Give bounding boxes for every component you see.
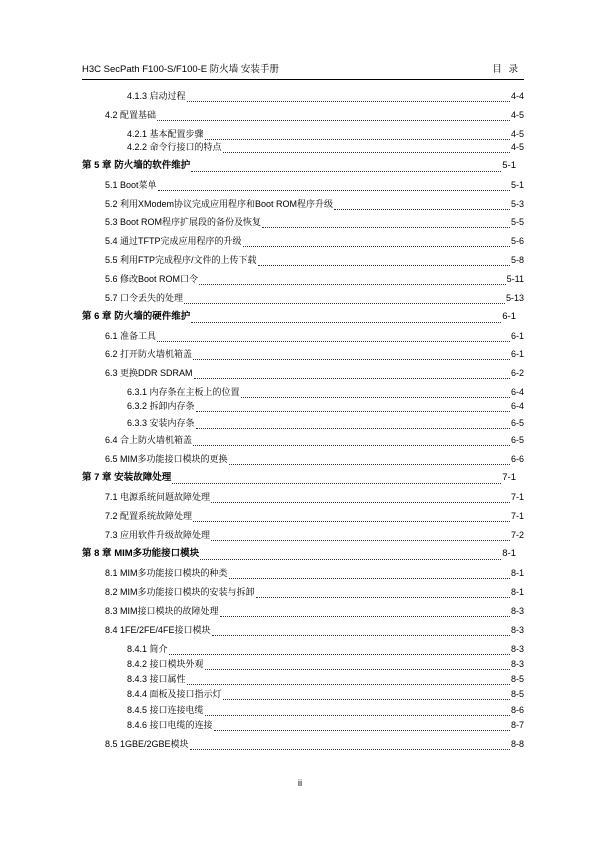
toc-entry-page: 4-5 [510,142,524,152]
dot-leader [157,110,510,121]
toc-entry-text: 接口模块外观 [149,659,204,669]
dot-leader [200,549,501,560]
toc-entry-page: 4-5 [510,110,524,120]
toc-entry[interactable] [105,605,524,617]
toc-entry-page: 5-3 [510,199,524,209]
toc-entry-page: 5-13 [505,293,524,303]
toc-entry[interactable] [105,348,524,360]
dot-leader [205,659,510,670]
toc-chapter-entry[interactable] [82,160,516,172]
toc-entry[interactable] [105,367,524,379]
toc-entry-number: 8.4.5 [127,705,148,715]
toc-entry-label [105,254,257,266]
document-title: H3C SecPath F100-S/F100-E 防火墙 安装手册 [82,64,279,75]
toc-entry[interactable] [127,719,524,731]
toc-entry-label [127,673,186,685]
dot-leader [196,401,510,412]
toc-entry-label [105,738,189,750]
section-title: 目 录 [492,64,520,75]
dot-leader [220,606,510,617]
toc-entry-text: Boot菜单 [120,180,157,190]
toc-entry-page: 6-4 [510,401,524,411]
toc-entry[interactable] [105,738,524,750]
toc-entry[interactable] [105,586,524,598]
toc-entry-number: 5.7 [105,293,118,303]
toc-entry[interactable] [105,216,524,228]
toc-entry-number: 8.4.3 [127,674,148,684]
toc-entry-number: 7.3 [105,530,118,540]
toc-entry[interactable] [127,128,524,140]
toc-entry[interactable] [105,491,524,503]
dot-leader [191,161,501,172]
toc-entry[interactable] [127,643,524,655]
toc-entry-number: 6.4 [105,435,118,445]
toc-entry-page: 7-2 [510,530,524,540]
toc-entry-text: 启动过程 [149,91,186,101]
dot-leader [211,492,510,503]
toc-entry-label [105,348,192,360]
toc-entry-text: MIM接口模块的故障处理 [120,606,219,616]
toc-entry-text: 打开防火墙机箱盖 [120,349,193,359]
dot-leader [187,674,510,685]
toc-entry-number: 6.1 [105,331,118,341]
toc-entry-number: 6.3.1 [127,387,148,397]
toc-entry-number: 8.4 [105,625,118,635]
page-number: ii [297,778,303,789]
toc-chapter-entry[interactable] [82,548,516,560]
toc-entry-label [105,567,228,579]
toc-entry[interactable] [105,453,524,465]
toc-entry-number: 4.2.1 [127,129,148,139]
toc-entry-text: 防火墙的软件维护 [114,160,191,171]
toc-entry-page: 8-1 [510,587,524,597]
toc-entry-label [127,417,195,429]
toc-entry-label [105,586,255,598]
toc-entry-number: 第 6 章 [82,311,112,322]
toc-entry[interactable] [105,235,524,247]
toc-entry-label [127,128,204,140]
toc-entry-number: 8.1 [105,568,118,578]
toc-entry-text: 利用FTP完成程序/文件的上传下载 [120,255,257,265]
toc-entry-number: 5.6 [105,274,118,284]
toc-entry-number: 8.2 [105,587,118,597]
dot-leader [243,236,510,247]
toc-entry-label [127,658,204,670]
dot-leader [196,418,510,429]
toc-entry-label [105,235,242,247]
toc-entry[interactable] [105,567,524,579]
toc-entry-page: 6-6 [510,454,524,464]
toc-entry-label [105,179,157,191]
toc-entry-text: 准备工具 [120,331,157,341]
dot-leader [187,91,510,102]
toc-entry-label [127,386,240,398]
toc-entry-number: 7.1 [105,492,118,502]
toc-entry-number: 8.5 [105,739,118,749]
toc-entry-label [82,548,199,560]
toc-chapter-entry[interactable] [82,311,516,323]
toc-entry-label [127,643,168,655]
toc-entry-text: 防火墙的硬件维护 [114,311,191,322]
toc-entry-page: 6-1 [502,311,516,322]
toc-entry-number: 第 5 章 [82,160,112,171]
toc-entry-page: 7-1 [510,492,524,502]
toc-chapter-entry[interactable] [82,472,516,484]
toc-entry-number: 8.4.6 [127,720,148,730]
toc-entry-label [105,529,210,541]
toc-entry-number: 5.1 [105,180,118,190]
toc-entry[interactable] [127,688,524,700]
toc-entry-page: 6-4 [510,387,524,397]
toc-entry-number: 8.4.2 [127,659,148,669]
toc-entry-label [105,109,156,121]
dot-leader [191,312,501,323]
toc-entry-text: 内存条在主板上的位置 [149,387,240,397]
toc-entry-page: 8-8 [510,739,524,749]
dot-leader [223,689,510,700]
dot-leader [334,199,510,210]
toc-entry-text: 配置基础 [120,110,157,120]
toc-entry-text: MIM多功能接口模块的安装与拆卸 [120,587,255,597]
toc-entry-page: 5-11 [506,274,524,284]
header-rule [82,79,524,80]
toc-entry[interactable] [105,529,524,541]
toc-entry[interactable] [105,510,524,522]
toc-entry-number: 6.2 [105,349,118,359]
toc-entry-label [82,311,190,323]
page-header [82,62,522,78]
toc-entry[interactable] [105,330,524,342]
toc-entry[interactable] [105,179,524,191]
toc-entry-text: 接口属性 [149,674,186,684]
toc-entry-text: MIM多功能接口模块 [114,548,200,559]
toc-entry-text: 拆卸内存条 [149,401,195,411]
dot-leader [193,435,510,446]
toc-entry-page: 5-1 [502,160,516,171]
toc-entry-label [127,719,213,731]
toc-entry-number: 8.4.4 [127,689,148,699]
dot-leader [262,217,510,228]
toc-entry-page: 6-2 [510,368,524,378]
toc-entry-page: 8-3 [510,659,524,669]
toc-entry-label [127,141,222,153]
toc-entry[interactable] [127,673,524,685]
toc-entry-number: 第 8 章 [82,548,112,559]
dot-leader [199,274,506,285]
dot-leader [190,739,510,750]
toc-entry-text: 通过TFTP完成应用程序的升级 [120,236,242,246]
toc-entry-page: 7-1 [510,511,524,521]
toc-entry-page: 6-1 [510,349,524,359]
toc-entry-page: 7-1 [502,472,516,483]
toc-entry-number: 8.4.1 [127,644,148,654]
toc-entry-page: 8-7 [510,720,524,730]
toc-entry-label [105,434,192,446]
toc-entry-text: Boot ROM程序扩展段的备份及恢复 [120,217,262,227]
toc-entry[interactable] [127,400,524,412]
toc-entry-text: 简介 [149,644,168,654]
toc-entry-text: 基本配置步骤 [149,129,204,139]
toc-entry-number: 4.2.2 [127,142,148,152]
toc-entry-text: 安装故障处理 [114,472,172,483]
toc-entry-label [105,510,192,522]
toc-entry-page: 8-1 [502,548,516,559]
toc-entry-number: 6.3 [105,368,118,378]
toc-entry-page: 6-5 [510,435,524,445]
toc-entry[interactable] [127,90,524,102]
toc-entry-label [105,367,193,379]
toc-entry-number: 6.3.2 [127,401,148,411]
dot-leader [258,255,510,266]
toc-entry-text: 利用XModem协议完成应用程序和Boot ROM程序升级 [120,199,334,209]
dot-leader [229,568,510,579]
dot-leader [212,625,510,636]
dot-leader [241,387,510,398]
toc-entry-label [82,160,190,172]
toc-entry-number: 5.4 [105,236,118,246]
dot-leader [194,368,510,379]
toc-entry-text: 接口连接电缆 [149,705,204,715]
dot-leader [229,454,510,465]
toc-entry-text: MIM多功能接口模块的种类 [120,568,228,578]
toc-entry[interactable] [105,254,524,266]
dot-leader [214,720,510,731]
toc-entry-number: 7.2 [105,511,118,521]
toc-entry-number: 6.5 [105,454,118,464]
dot-leader [193,349,510,360]
toc-entry-label [127,704,204,716]
toc-entry-page: 8-5 [510,674,524,684]
toc-entry-page: 8-1 [510,568,524,578]
toc-entry[interactable] [127,386,524,398]
dot-leader [211,530,510,541]
toc-entry-label [105,273,198,285]
toc-entry-page: 4-4 [510,91,524,101]
dot-leader [169,644,510,655]
toc-entry-number: 4.2 [105,110,118,120]
dot-leader [172,473,501,484]
toc-entry-label [105,198,333,210]
toc-entry-text: 安装内存条 [149,418,195,428]
toc-entry-page: 8-3 [510,644,524,654]
dot-leader [205,129,510,140]
toc-entry-text: 面板及接口指示灯 [149,689,222,699]
toc-entry-label [105,605,219,617]
toc-entry[interactable] [127,704,524,716]
toc-entry-label [105,292,183,304]
toc-entry-number: 5.3 [105,217,118,227]
toc-entry-label [127,688,222,700]
toc-entry[interactable] [105,624,524,636]
toc-entry-text: 1GBE/2GBE模块 [120,739,189,749]
dot-leader [223,142,510,153]
toc-entry-label [105,491,210,503]
toc-entry-text: 更换DDR SDRAM [120,368,193,378]
toc-entry-page: 5-1 [510,180,524,190]
toc-entry-text: 接口电缆的连接 [149,720,213,730]
toc-entry-number: 6.3.3 [127,418,148,428]
toc-entry-page: 8-3 [510,606,524,616]
toc-entry-page: 6-5 [510,418,524,428]
toc-entry[interactable] [105,273,524,285]
dot-leader [158,180,510,191]
dot-leader [256,587,510,598]
toc-entry-page: 5-8 [510,255,524,265]
toc-entry-label [105,624,211,636]
toc-entry-page: 8-6 [510,705,524,715]
dot-leader [193,511,510,522]
toc-entry-label [82,472,171,484]
toc-entry-page: 6-1 [510,331,524,341]
toc-entry-label [105,330,156,342]
toc-entry-number: 5.2 [105,199,118,209]
dot-leader [184,293,505,304]
toc-entry[interactable] [127,141,524,153]
toc-entry-page: 4-5 [510,129,524,139]
toc-entry[interactable] [127,417,524,429]
dot-leader [157,331,510,342]
toc-entry-label [127,90,186,102]
toc-entry-page: 8-5 [510,689,524,699]
toc-entry[interactable] [105,198,524,210]
toc-entry[interactable] [105,434,524,446]
toc-entry-page: 5-5 [510,217,524,227]
toc-entry-text: 配置系统故障处理 [120,511,193,521]
toc-entry-text: 1FE/2FE/4FE接口模块 [120,625,211,635]
toc-entry-number: 4.1.3 [127,91,148,101]
toc-entry-number: 5.5 [105,255,118,265]
toc-entry-label [105,216,261,228]
toc-entry-text: 命令行接口的特点 [149,142,222,152]
toc-entry-number: 8.3 [105,606,118,616]
toc-entry-text: 电源系统问题故障处理 [120,492,211,502]
toc-entry-label [105,453,228,465]
toc-entry-page: 8-3 [510,625,524,635]
dot-leader [205,705,510,716]
toc-entry[interactable] [105,109,524,121]
toc-entry-text: 修改Boot ROM口令 [120,274,199,284]
toc-entry-label [127,400,195,412]
toc-entry[interactable] [127,658,524,670]
toc-entry-text: 口令丢失的处理 [120,293,184,303]
toc-entry-page: 5-6 [510,236,524,246]
toc-entry-text: 合上防火墙机箱盖 [120,435,193,445]
toc-entry-text: MIM多功能接口模块的更换 [120,454,228,464]
toc-entry-number: 第 7 章 [82,472,112,483]
toc-entry-text: 应用软件升级故障处理 [120,530,211,540]
toc-entry[interactable] [105,292,524,304]
